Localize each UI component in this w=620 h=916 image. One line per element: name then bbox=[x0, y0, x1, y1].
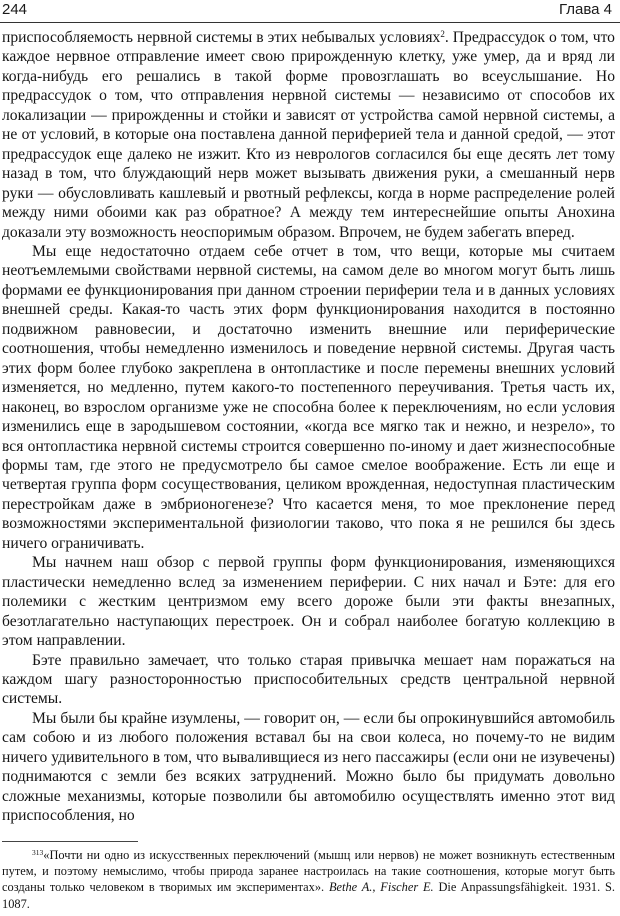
chapter-title: Глава 4 bbox=[558, 1, 612, 18]
paragraph-1-text: приспособляемость нервной системы в этих небывалых условиях bbox=[2, 29, 441, 46]
running-header bbox=[0, 0, 620, 26]
paragraph-5: Мы были бы крайне изумлены, — говорит он, — если бы опрокинувшийся автомобиль сам собою и из любого положения вставал бы на свои колеса, но почему-то не видим ничего удивительного в том, что вываливщиеся из него пассажиры (если они не изувечены) поднимаются с земли без всяких затруднений. Можно было бы придумать довольно сложные механизмы, которые позволили бы автомобилю осуществлять именно этот вид приспособления, но bbox=[2, 709, 615, 825]
footnote-rule bbox=[2, 841, 138, 842]
paragraph-1 bbox=[2, 28, 615, 242]
footnote-authors: Bethe A., Fischer E. bbox=[328, 880, 434, 895]
footnote bbox=[2, 847, 615, 912]
footnote-text: «Почти ни одно из искусственных переключений (мышц или нервов) не может возникнуть естественным путем, и поэтому немыслимо, чтобы природа заранее настроилась на такие соотношения, которые могут быть созданы только человеком в творимых им экспериментах». bbox=[2, 848, 615, 895]
header-rule bbox=[0, 22, 620, 23]
paragraph-1-text-cont: . Предрассудок о том, что каждое нервное отправление имеет свою прирожденную клетку, уже умер, да и вряд ли когда-нибудь его решались в такой форме провозглашать во всеуслышание. Но предрассудок о том, что отправления нервной системы — независимо от способов их локализации — прирожденны и стойки и зависят от устройства самой нервной системы, а не от условий, в которые она поставлена данной периферией тела и данной средой, — этот предрассудок еще далеко не изжит. Кто из неврологов согласился бы еще десять лет тому назад в том, что блуждающий нерв может вызывать движения руки, а смешанный нерв руки — обусловливать кашлевый и рвотный рефлексы, когда в норме распределение ролей между ними обоими как раз обратное? А между тем интереснейшие опыты Анохина доказали эту возможность неоспоримым образом. Впрочем, не будем забегать вперед. bbox=[2, 29, 615, 241]
paragraph-3: Мы начнем наш обзор с первой группы форм функционирования, изменяющихся пластически немедленно вслед за изменением периферии. С них начал и Бэте: для его полемики с жестким центризмом ему всего дороже были эти факты внезапных, безотлагательно наступающих перестроек. Он и собрал наиболее богатую коллекцию в этом направлении. bbox=[2, 554, 615, 650]
page-number: 244 bbox=[2, 1, 28, 18]
body-text bbox=[2, 28, 615, 826]
footnote-source: Die Anpassungsfähigkeit. 1931. S. 1087. bbox=[2, 880, 615, 911]
footnote-number: 313 bbox=[32, 848, 44, 857]
paragraph-2: Мы еще недостаточно отдаем себе отчет в том, что вещи, которые мы считаем неотъемлемыми свойствами нервной системы, на самом деле во многом могут быть лишь формами ее функционирования при данном строении периферии тела и в данных условиях внешней среды. Какая-то часть этих форм функционирования находится в постоянно подвижном равновесии, и достаточно изменить внешние или периферические соотношения, чтобы немедленно изменилось и поведение нервной системы. Другая часть этих форм более глубоко закреплена в онтопластике и после перемены внешних условий изменяется, но медленно, путем какого-то постепенного переучивания. Третья часть их, наконец, во взрослом организме уже не способна более к переключениям, но если условия изменились еще в зародышевом состоянии, «когда все мягко так и нежно, и незрело», то вся онтопластика нервной системы строится совершенно по-иному и дает жизнеспособные формы там, где этого не предусмотрело бы самое смелое воображение. Есть ли еще и четвертая группа форм сосуществования, целиком врожденная, недоступная пластическим перестройкам даже в эмбрионогенезе? Что касается меня, то мое преклонение перед возможностями экспериментальной физиологии таково, что пока я не решился бы здесь ничего ограничивать. bbox=[2, 242, 615, 552]
paragraph-4: Бэте правильно замечает, что только старая привычка мешает нам поражаться на каждом шагу разносторонностью приспособительных средств центральной нервной системы. bbox=[2, 651, 615, 708]
note-reference: 2 bbox=[440, 29, 445, 39]
